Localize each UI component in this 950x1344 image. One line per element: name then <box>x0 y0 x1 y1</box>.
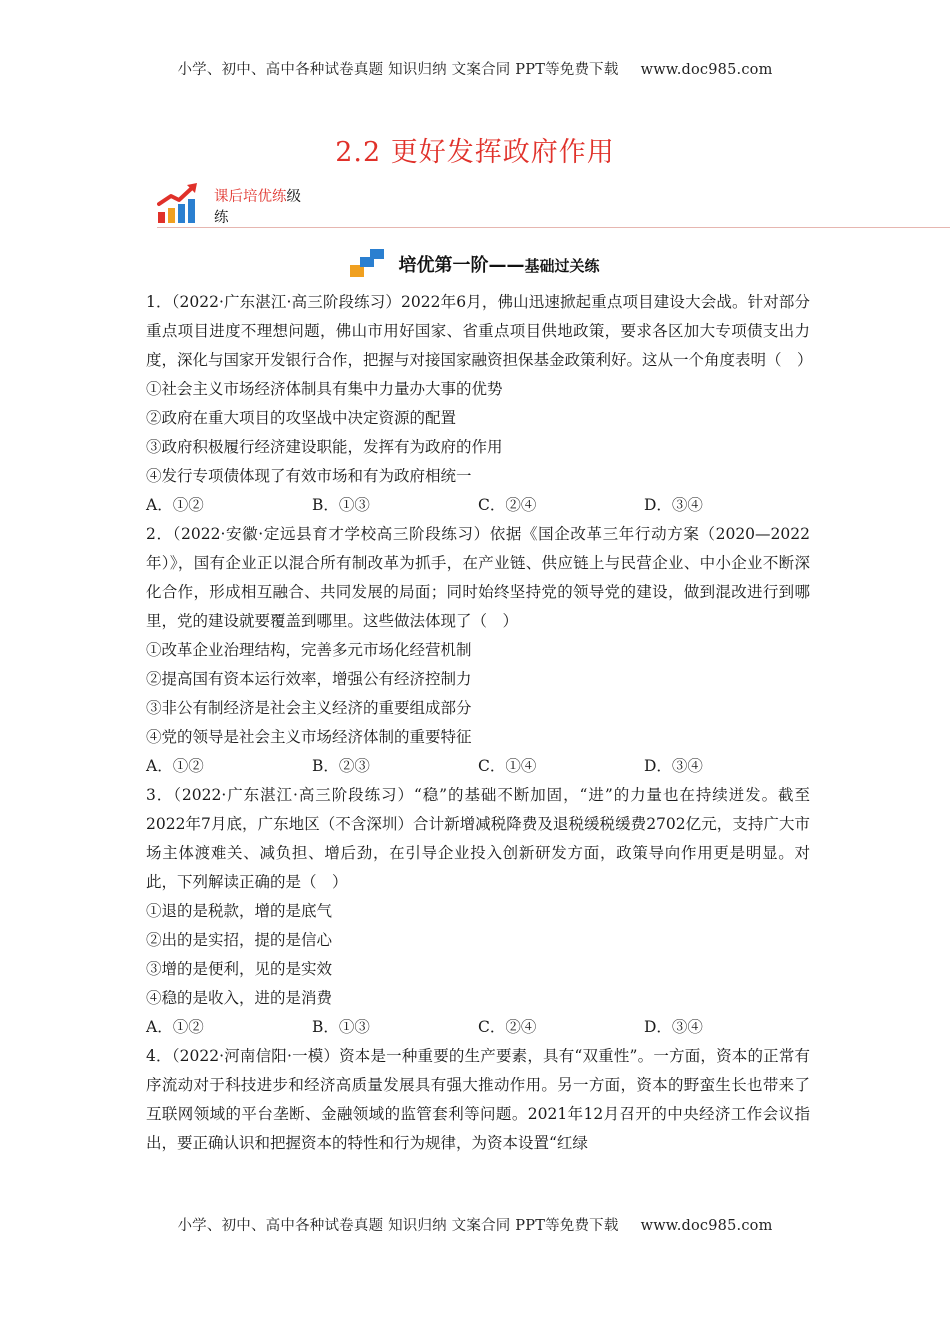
page-title: 2.2 更好发挥政府作用 <box>335 137 615 168</box>
choice-c: C．②④ <box>478 1018 537 1036</box>
banner-label-line2: 练 <box>214 210 229 226</box>
question-stem: 4．（2022·河南信阳·一模）资本是一种重要的生产要素，具有“双重性”。一方面，资本的正常有序流动对于科技进步和经济高质量发展具有强大推动作用。另一方面，资本的野蛮生长也带来了互联网领域的平台垄断、金融领域的监管套利等问题。2021年12月召开的中央经济工作会议指出，要正确认识和把握资本的特性和行为规律，为资本设置“红绿 <box>146 1047 810 1152</box>
question-option: ②政府在重大项目的攻坚战中决定资源的配置 <box>146 409 457 427</box>
section-heading <box>0 247 950 281</box>
choice-b: B．①③ <box>312 496 370 514</box>
page-header <box>0 58 950 79</box>
answer-choices <box>146 1013 810 1042</box>
section-title-big: 培优第一阶—— <box>398 255 525 276</box>
question-option: ③增的是便利，见的是实效 <box>146 960 333 978</box>
banner-label-black: 级 <box>286 189 301 205</box>
section-banner <box>157 180 950 228</box>
question-option: ④稳的是收入，进的是消费 <box>146 989 333 1007</box>
question-option: ②提高国有资本运行效率，增强公有经济控制力 <box>146 670 472 688</box>
choice-a: A．①② <box>146 1018 204 1036</box>
question-option: ④发行专项债体现了有效市场和有为政府相统一 <box>146 467 472 485</box>
choice-c: C．①④ <box>478 757 537 775</box>
question-1 <box>146 288 813 520</box>
question-stem: 2．（2022·安徽·定远县育才学校高三阶段练习）依据《国企改革三年行动方案（2020—2022年）》，国有企业正以混合所有制改革为抓手，在产业链、供应链上与民营企业、中小企业不断深化合作，形成相互融合、共同发展的局面；同时始终坚持党的领导党的建设，做到混改进行到哪里，党的建设就要覆盖到哪里。这些做法体现了（ ） <box>146 525 810 630</box>
banner-label <box>214 185 301 206</box>
choice-b: B．①③ <box>312 1018 370 1036</box>
answer-choices <box>146 752 810 781</box>
question-option: ③非公有制经济是社会主义经济的重要组成部分 <box>146 699 472 717</box>
question-stem: 3．（2022·广东湛江·高三阶段练习）“稳”的基础不断加固，“进”的力量也在持续迸发。截至2022年7月底，广东地区（不含深圳）合计新增减税降费及退税缓税缓费2702亿元，支持广大市场主体渡难关、减负担、增后劲，在引导企业投入创新研发方面，政策导向作用更是明显。对此，下列解读正确的是（ ） <box>146 786 810 891</box>
question-4 <box>146 1042 810 1158</box>
header-text: 小学、初中、高中各种试卷真题 知识归纳 文案合同 PPT等免费下载 <box>177 62 619 78</box>
question-option: ①社会主义市场经济体制具有集中力量办大事的优势 <box>146 380 503 398</box>
question-option: ④党的领导是社会主义市场经济体制的重要特征 <box>146 728 472 746</box>
question-option: ②出的是实招，提的是信心 <box>146 931 333 949</box>
question-option: ①退的是税款，增的是底气 <box>146 902 333 920</box>
growth-chart-icon <box>157 182 203 224</box>
question-list <box>146 288 813 1158</box>
stairs-icon <box>350 247 390 277</box>
question-3 <box>146 781 810 1042</box>
footer-url[interactable]: www.doc985.com <box>640 1218 773 1234</box>
header-url[interactable]: www.doc985.com <box>640 62 773 78</box>
banner-label-red: 课后培优练 <box>214 189 287 205</box>
choice-a: A．①② <box>146 757 204 775</box>
choice-d: D．③④ <box>644 496 703 514</box>
question-option: ③政府积极履行经济建设职能，发挥有为政府的作用 <box>146 438 503 456</box>
banner-divider <box>157 227 950 228</box>
section-title-small: 基础过关练 <box>524 257 600 275</box>
answer-choices <box>146 491 810 520</box>
question-stem: 1．（2022·广东湛江·高三阶段练习）2022年6月，佛山迅速掀起重点项目建设大会战。针对部分重点项目进度不理想问题，佛山市用好国家、省重点项目供地政策，要求各区加大专项债支出力度，深化与国家开发银行合作，把握与对接国家融资担保基金政策利好。这从一个角度表明（ ） <box>146 293 813 369</box>
choice-a: A．①② <box>146 496 204 514</box>
choice-b: B．②③ <box>312 757 370 775</box>
footer-text: 小学、初中、高中各种试卷真题 知识归纳 文案合同 PPT等免费下载 <box>177 1218 619 1234</box>
choice-c: C．②④ <box>478 496 537 514</box>
choice-d: D．③④ <box>644 1018 703 1036</box>
page-footer <box>0 1214 950 1235</box>
question-2 <box>146 520 810 781</box>
choice-d: D．③④ <box>644 757 703 775</box>
question-option: ①改革企业治理结构，完善多元市场化经营机制 <box>146 641 472 659</box>
